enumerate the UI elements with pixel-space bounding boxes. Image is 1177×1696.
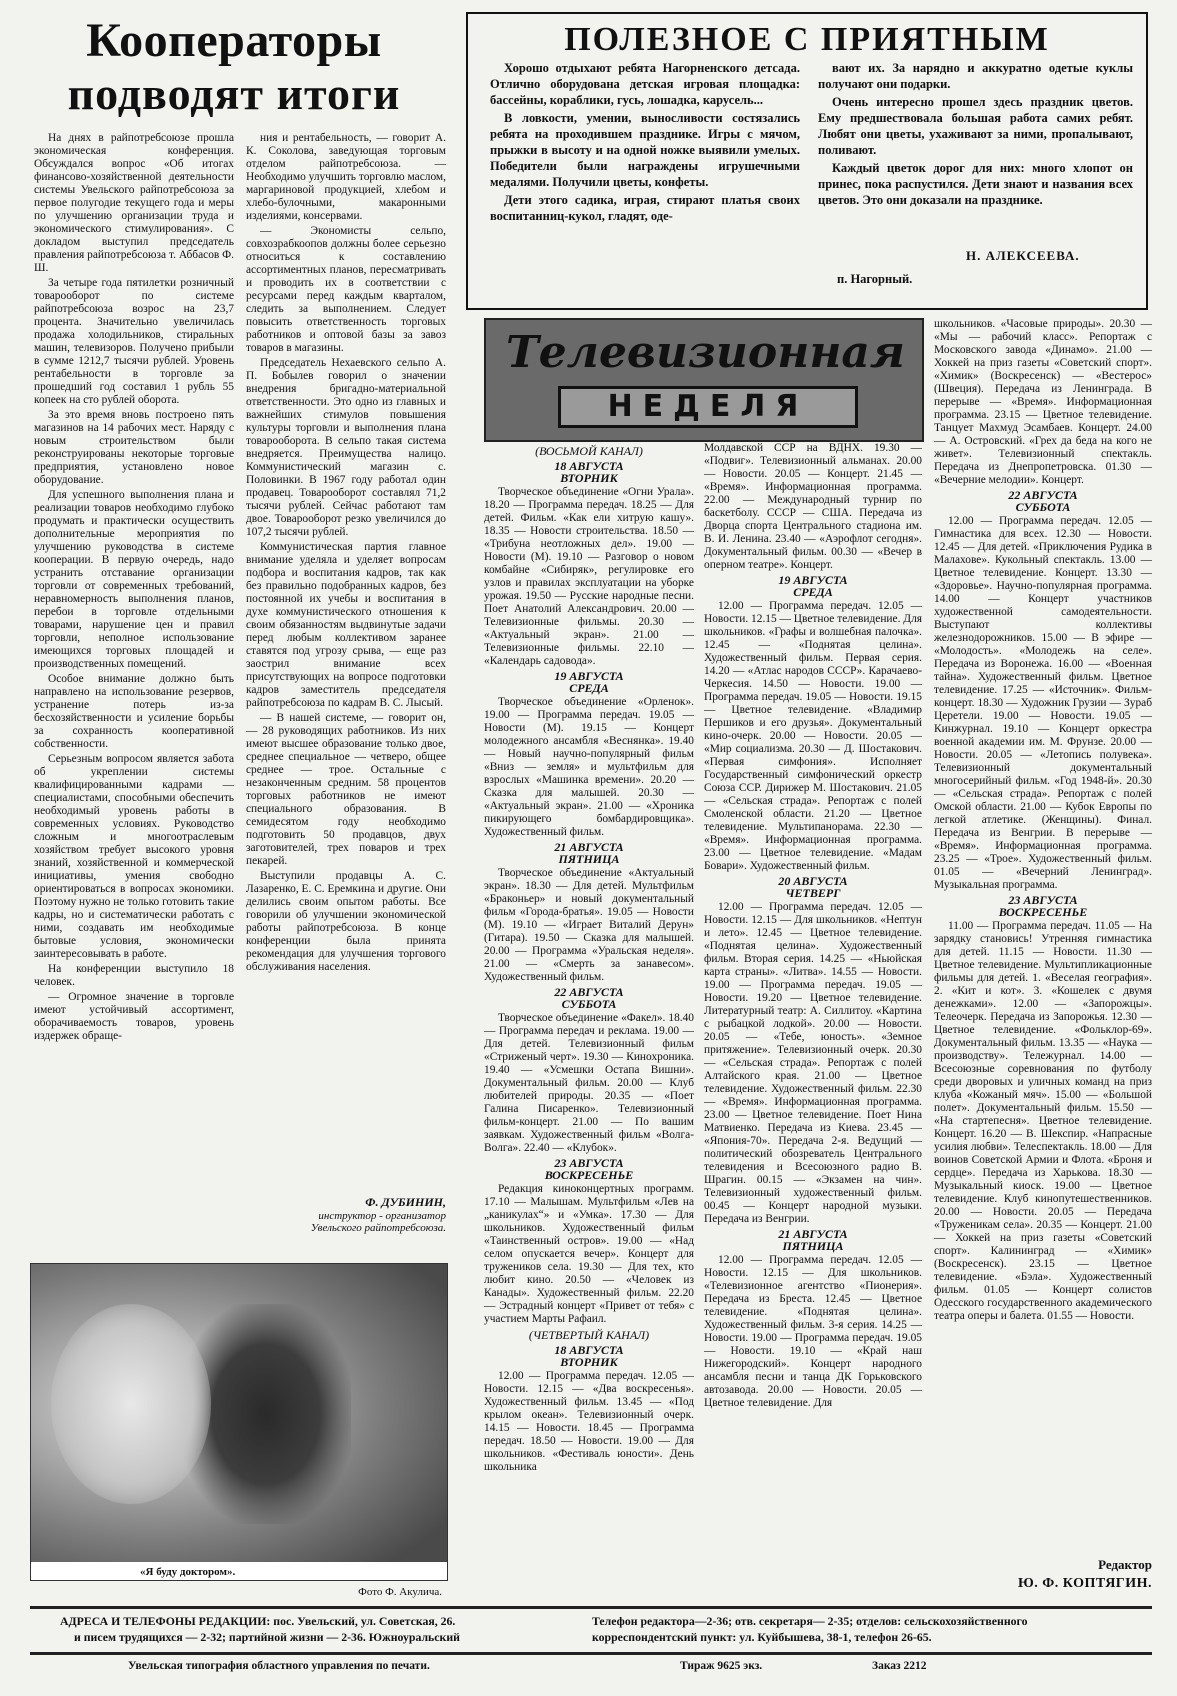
tv-logo-text: Телевизионная <box>506 327 905 378</box>
coop-signature <box>246 1194 446 1254</box>
useful-column-2 <box>818 60 1133 260</box>
photo-caption: «Я буду доктором». <box>140 1566 236 1578</box>
tv-day-weekday: СРЕДА <box>569 681 609 695</box>
paragraph: Дети этого садика, играя, стирают платья своих воспитанниц-кукол, гладят, оде- <box>490 193 800 223</box>
paragraph: На конференции выступило 18 человек. <box>34 963 234 988</box>
editor-name: Ю. Ф. КОПТЯГИН. <box>1018 1576 1152 1591</box>
child-photo <box>30 1263 448 1581</box>
tv-week-logo <box>484 318 924 442</box>
tv-schedule-text: 12.00 — Программа передач. 12.05 — Новости. 12.15 — Цветное телевидение. Для школьников. «Графы и волшебная палочка». 12.45 — «Поднятая целина». Художественный фильм. Первая серия. 14.20 — «Атлас народов СССР». Карачаево-Черкесия. 14.50 — Новости. 19.00 — Программа передач. 19.05 — Новости. 19.15 — Цветное телевидение. «Владимир Першиков и его друзья». Документальный кино-очерк. 20.00 — Новости. 20.05 — «Мир социализма. 20.30 — Д. Шостакович. «Первая симфония». Исполняет Государственный симфонический оркестр Союза ССР. Дирижер М. Шостакович. 21.05 — «Сельская страда». Репортаж с полей Смоленской области. 21.20 — Цветное телевидение. Мультипанорама. 22.30 — «Время». Информационная программа. 23.00 — Цветное телевидение. «Мадам Бовари». Художественный фильм. <box>704 600 922 872</box>
tv-day-date: 18 АВГУСТА <box>554 1343 624 1357</box>
paragraph: — В нашей системе, — говорит он, — 28 руководящих работников. Из них имеют высшее образование только двое, среднее специальное — четверо, общее среднее — трое. Остальные с незаконченным средним. 58 процентов торговых работников не имеют специального образования. В семидесятом году необходимо подготовить 50 продавцов, двух заготовителей, трех поваров и трех пекарей. <box>246 712 446 867</box>
footer-phones-1: Телефон редактора—2-36; отв. секретаря— 2-35; отделов: сельскохозяйственного <box>592 1614 1028 1628</box>
paragraph: В ловкости, умении, выносливости состязались ребята на проходившем празднике. Игры с мячом, прыжки в высоту и на одной ножке выявили умелых. Победители были награждены игрушечными медалями. Получили цветы, конфеты. <box>490 111 800 189</box>
tv-day-date: 19 АВГУСТА <box>778 573 848 587</box>
tv-schedule-text: Творческое объединение «Факел». 18.40 — Программа передач и реклама. 19.00 — Для детей. Телевизионный фильм «Стриженый черт». 19.30 — Кинохроника. 19.40 — «Усмешки Остапа Вишни». Документальный фильм. 20.00 — Клуб любителей природы. 20.35 — «Поет Галина Писаренко». Телевизионный фильм-концерт. 21.00 — По вашим заявкам. Художественный фильм «Волга-Волга». 22.40 — «Клубок». <box>484 1012 694 1154</box>
tv-column-1 <box>484 442 694 1617</box>
coop-author-role1: инструктор - организатор <box>318 1210 446 1222</box>
tv-column-3 <box>934 318 1152 1556</box>
tv-schedule-text: 12.00 — Программа передач. 12.05 — Гимнастика для всех. 12.30 — Новости. 12.45 — Для детей. «Приключения Рудика в Малахове». Кукольный спектакль. 13.00 — Цветное телевидение. Концерт. 13.30 — «Здоровье». Научно-популярная программа. 14.00 — Концерт участников художественной самодеятельности. Выступают коллективы железнодорожников. 15.00 — В эфире — «Молодость». «Молодежь на селе». Передача из Воронежа. 16.00 — «Военная тайна». Художественный фильм. Цветное телевидение. 17.25 — «Источник». Фильм-концерт. 18.30 — Художник Грузии — Зураб Церетели. 19.00 — Новости. 19.05 — Кинжурнал. 19.10 — Концерт оркестра военной академии им. М. Фрунзе. 20.00 — Новости. 20.05 — «Летопись полувека». Телевизионный документальный многосерийный фильм. «Год 1948-й». 20.30 — «Сельская страда». Репортаж с полей Омской области. 21.00 — Кубок Европы по легкой атлетике. (Женщины). Финал. Передача из Венгрии. В перерыве — «Время». Информационная программа. 23.25 — «Трое». Художественный фильм. 01.05 — «Вечерний Ленинград». Музыкальная программа. <box>934 515 1152 891</box>
coop-author: Ф. ДУБИНИН, <box>365 1195 446 1209</box>
tv-day-weekday: ПЯТНИЦА <box>782 1239 844 1253</box>
tv-day-weekday: ВТОРНИК <box>560 471 618 485</box>
tv-schedule-text: Творческое объединение «Огни Урала». 18.20 — Программа передач. 18.25 — Для детей. Фильм. «Как ели хитрую кашу». 18.35 — Новости строительства. 18.50 — «Трибуна неотложных дел». 19.00 — Новости (М). 19.10 — Разговор о новом комбайне «Сибиряк», регулировке его узлов и правилах эксплуатации на уборке урожая. 19.50 — Русские народные песни. Поет Анатолий Александрович. 20.00 — Телевизионные фильмы. 20.30 — «Актуальный экран». 21.00 — Телевизионные фильмы. 22.10 — «Календарь садовода». <box>484 486 694 667</box>
paragraph: Очень интересно прошел здесь праздник цветов. Ему предшествовала большая работа самих ребят. Любят они цветы, ухаживают за ними, пропалывают, поливают. <box>818 95 1133 157</box>
tv-day-date: 21 АВГУСТА <box>778 1227 848 1241</box>
coop-title-line1: Кооператоры <box>86 14 382 67</box>
tv-day-date: 22 АВГУСТА <box>1008 488 1078 502</box>
coop-column-1 <box>34 132 234 1432</box>
useful-place: п. Нагорный. <box>837 272 913 286</box>
tv-day-date: 19 АВГУСТА <box>554 669 624 683</box>
tv-schedule-text: школьников. «Часовые природы». 20.30 — «Мы — рабочий класс». Репортаж с Московского завода «Динамо». 21.00 — Хоккей на приз газеты «Советский спорт». «Химик» (Воскресенск) — «Вестерос» (Швеция). Передача из Ленинграда. В перерыве — «Время». Информационная программа. 23.15 — Цветное телевидение. Танцует Махмуд Эсамбаев. Концерт. 24.00 — А. Островский. «Грех да беда на кого не живет». Телевизионный спектакль. Передача из Днепропетровска. 01.30 — «Вечерние мелодии». Концерт. <box>934 318 1152 486</box>
photo-caption-row <box>30 1566 448 1602</box>
tv-day-weekday: ВОСКРЕСЕНЬЕ <box>998 905 1088 919</box>
tv-schedule-text: 12.00 — Программа передач. 12.05 — Новости. 12.15 — Для школьников. «Нептун и лето». 12.45 — Цветное телевидение. «Поднятая целина». Художественный фильм. Вторая серия. 14.25 — «Ньюйская карта страны». «Литва». 14.55 — Новости. 19.00 — Программа передач. 19.05 — Новости. 19.20 — Цветное телевидение. Литературный театр: А. Силлитоу. «Картина с рыбацкой лодкой». 20.00 — Новости. 20.05 — «Тебе, юность». «Земное притяжение». Телевизионный очерк. 20.30 — «Сельская страда». Репортаж с полей Алтайского края. 21.00 — Цветное телевидение. Художественный фильм. 22.30 — «Время». Информационная программа. 23.00 — Цветное телевидение. Поет Нина Матвиенко. Передача из Киева. 23.45 — «Япония-70». Передача 2-я. Ведущий — политический обозреватель Центрального телевидения и Всесоюзного радио В. Шрагин. 00.15 — «Экзамен на чин». Телевизионный художественный фильм. 00.45 — Концерт народной музыки. Передача из Венгрии. <box>704 901 922 1225</box>
footer-phones-2: корреспондентский пункт: ул. Куйбышева, 38-1, телефон 26-65. <box>592 1630 932 1644</box>
editor-label: Редактор <box>1098 1557 1152 1572</box>
footer-address-2: и писем трудящихся — 2-32; партийной жизни — 2-36. Южноуральский <box>74 1630 460 1644</box>
tv-schedule-text: Молдавской ССР на ВДНХ. 19.30 — «Подвиг». Телевизионный альманах. 20.00 — Новости. 20.05 — Концерт. 21.45 — «Время». Информационная программа. 22.00 — Международный турнир по баскетболу. СССР — США. Передача из Дворца спорта Центрального стадиона им. В. И. Ленина. 23.40 — «Аэрофлот сегодня». Документальный фильм. 00.30 — «Вечер в оперном театре». Концерт. <box>704 442 922 571</box>
tv-day-weekday: ВОСКРЕСЕНЬЕ <box>544 1168 634 1182</box>
tv-schedule-text: 11.00 — Программа передач. 11.05 — На зарядку становись! Утренняя гимнастика для детей. 11.15 — Новости. 11.30 — Цветное телевидение. Мультипликационные фильмы для детей. 1. «Веселая география». 2. «Кит и кот». 3. «Кошелек с двумя денежками». 12.00 — «Запорожцы». Телеочерк. Передача из Запорожья. 12.30 — Цветное телевидение. «Фольклор-69». Документальный фильм. 13.35 — «Наука — производству». Тележурнал. 14.00 — Всесоюзные соревнования по футболу среди дворовых и уличных команд на приз клуба «Кожаный мяч». 15.00 — «Большой полет». Документальный фильм. 15.50 — «На стартепесня». Цветное телевидение. Концерт. 16.20 — В. Шекспир. «Напрасные усилия любви». Телеспектакль. 18.00 — Для воинов Советской Армии и Флота. «Броня и сердце». Передача из Харькова. 18.30 — Музыкальный киоск. 19.00 — Цветное телевидение. Клуб кинопутешественников. 20.00 — Новости. 20.05 — Передача «Труженикам села». 20.35 — Концерт. 21.00 — Хоккей на приз газеты «Советский спорт». Калининград — «Химик» (Воскресенск). 23.15 — Цветное телевидение. «Бэла». Художественный фильм. 01.05 — Концерт солистов Одесского государственного академического театра оперы и балета. 01.55 — Новости. <box>934 920 1152 1322</box>
tv-day-date: 22 АВГУСТА <box>554 985 624 999</box>
footer-printer: Увельская типография областного управления по печати. <box>128 1660 430 1672</box>
paragraph: Особое внимание должно быть направлено на использование резервов, устранение потерь из-за бесхозяйственности и усиление борьбы за сохранность кооперативной собственности. <box>34 673 234 750</box>
tv-day-weekday: СРЕДА <box>793 585 833 599</box>
coop-author-role2: Увельского райпотребсоюза. <box>310 1222 446 1234</box>
footer-rule-bottom <box>30 1652 1152 1655</box>
paragraph: Выступили продавцы А. С. Лазаренко, Е. С. Еремкина и другие. Они делились своим опытом работы. Все говорили об улучшении экономической работы райпотребсоюза. В конце конференции была принята рекомендация для улучшения торгового обслуживания населения. <box>246 870 446 973</box>
footer-rule-top <box>30 1606 1152 1609</box>
tv-day-date: 21 АВГУСТА <box>554 840 624 854</box>
paragraph: — Огромное значение в торговле имеют устойчивый ассортимент, оборачиваемость товаров, уровень издержек обраще- <box>34 991 234 1042</box>
paragraph: За это время вновь построено пять магазинов на 14 рабочих мест. Наряду с новым строительством были реконструированы некоторые торговые предприятия, установлено новое оборудование. <box>34 409 234 486</box>
tv-day-weekday: ВТОРНИК <box>560 1355 618 1369</box>
paragraph: Хорошо отдыхают ребята Нагорненского детсада. Отлично оборудована детская игровая площадка: бассейны, кораблики, гусь, лошадка, карусель... <box>490 61 800 107</box>
paragraph: Серьезным вопросом является забота об укреплении системы квалифицированными кадрами — специалистами, способными обеспечить необходимый уровень работы в современных условиях. Руководство сложным и многоотраслевым хозяйством требует высокого уровня знаний, хозяйственной и коммерческой инициативы, умения свободно ориентироваться в вопросах экономики. Поэтому нужно не только готовить такие кадры, но и систематически работать с ними, создавать им необходимые бытовые условия, экономически заинтересовывать в работе. <box>34 753 234 960</box>
editor-block <box>934 1556 1152 1600</box>
useful-title: ПОЛЕЗНОЕ С ПРИЯТНЫМ <box>564 21 1050 58</box>
footer-address-1: АДРЕСА И ТЕЛЕФОНЫ РЕДАКЦИИ: пос. Увельский, ул. Советская, 26. <box>60 1614 456 1628</box>
tv-day-weekday: ПЯТНИЦА <box>558 852 620 866</box>
tv-schedule-text: Творческое объединение «Актуальный экран». 18.30 — Для детей. Мультфильм «Браконьер» и новый документальный фильм «Города-братья». 19.05 — Новости (М). 19.10 — «Играет Виталий Дерун» (Гитара). 19.50 — Сказка для малышей. 20.00 — Программа «Уральская неделя». 21.00 — «Смерть за занавесом». Художественный фильм. <box>484 867 694 983</box>
paragraph: За четыре года пятилетки розничный товарооборот по системе райпотребсоюза возрос на 23,7 процента. Значительно увеличилась продажа холодильников, стиральных машин, телевизоров. Получено прибыли в сумме 1212,7 тысячи рублей. Уровень рентабельности в торговле за прошедший год составил 1 рубль 55 копеек на сто рублей оборота. <box>34 277 234 406</box>
footer-print <box>30 1656 1152 1678</box>
paragraph: На днях в райпотребсоюзе прошла экономическая конференция. Обсуждался вопрос «Об итогах финансово-хозяйственной деятельности системы Увельского райпотребсоюза за первое полугодие текущего года и меры по улучшению организации труда и экономического стимулирования». С докладом выступил председатель правления райпотребсоюза т. Аббасов Ф. Ш. <box>34 132 234 274</box>
tv-schedule-text: 12.00 — Программа передач. 12.05 — Новости. 12.15 — Для школьников. «Телевизионное агентство «Пионерия». Передача из Бреста. 12.45 — Цветное телевидение. «Поднятая целина». Художественный фильм. 3-я серия. 14.25 — Новости. 19.00 — Программа передач. 19.05 — Новости. 19.10 — «Край наш Нижегородский». Концерт народного ансамбля песни и танца ДК Горьковского автозавода. 20.00 — Новости. 20.05 — Цветное телевидение. Для <box>704 1254 922 1409</box>
paragraph: Коммунистическая партия главное внимание уделяла и уделяет вопросам подбора и воспитания кадров, так как без правильно подобранных кадров, без постоянной их учебы и воспитания в духе коммунистического отношения к своим обязанностям выдвинутые задачи перед любым коллективом заранее ставятся под угрозу срыва, — еще раз заострил внимание всех присутствующих на вопросе подготовки кадров заместитель председателя райпотребсоюза по кадрам В. С. Лысый. <box>246 541 446 709</box>
coop-column-2 <box>246 132 446 1257</box>
paragraph: ния и рентабельность, — говорит А. К. Соколова, заведующая торговым отделом райпотребсоюза. — Необходимо улучшить торговлю маслом, маргариновой продукцией, хлебом и хлебо-булочными, макаронными изделиями, консервами. <box>246 132 446 222</box>
useful-column-1 <box>490 60 800 285</box>
photo-face-area <box>51 1304 211 1504</box>
paragraph: вают их. За нарядно и аккуратно одетые куклы получают они подарки. <box>818 61 1133 91</box>
paragraph: Председатель Нехаевского сельпо А. П. Бобылев говорил о значении внедрения бригадно-материальной ответственности. Это одно из главных и важнейших стимулов повышения культуры торговли и выполнения плана товарооборота. В сельпо такая система внедряется. Преимущества налицо. Коммунистический магазин с. Половинки. В 1967 году работал один продавец. Товарооборот составлял 71,2 тысячи рублей. Сейчас работают там двое. Товарооборот резко увеличился до 107,2 тысячи рублей. <box>246 357 446 538</box>
tv-schedule-text: Редакция киноконцертных программ. 17.10 — Малышам. Мультфильм «Лев на „каникулах“» и «Умка». 17.30 — Для школьников. Художественный фильм «Таинственный остров». 19.00 — «Над селом опускается вечер». Концерт для тружеников села. 19.30 — Для тех, кто любит кино. 20.50 — «Человек из Канады». Художественный фильм. 22.20 — Эстрадный концерт «Привет от тебя» с участием Марты Рафаил. <box>484 1183 694 1325</box>
tv-schedule-text: Творческое объединение «Орленок». 19.00 — Программа передач. 19.05 — Новости (М). 19.15 — Концерт молодежного ансамбля «Веснянка». 19.40 — Новый научно-популярный фильм «Вниз — земля» и мультфильм для взрослых «Машинка времени». 20.20 — Сказка для малышей. 20.30 — «Актуальный экран». 21.00 — «Хроника пикирующего бомбардировщика». Художественный фильм. <box>484 696 694 838</box>
paragraph: — Экономисты сельпо, совхозрабкоопов должны более серьезно относиться к составлению ассортиментных планов, пересматривать и проводить их в соответствии с ресурсами перед каждым кварталом, следить за выполнением. Следует повысить ответственность торговых работников и оптовой базы за завоз товаров в магазины. <box>246 225 446 354</box>
tv-logo-week: НЕДЕЛЯ <box>558 386 858 428</box>
tv-day-date: 23 АВГУСТА <box>554 1156 624 1170</box>
coop-headline <box>30 14 438 124</box>
tv-channel-label: (ВОСЬМОЙ КАНАЛ) <box>535 444 643 458</box>
footer-order: Заказ 2212 <box>872 1660 927 1672</box>
tv-day-weekday: ЧЕТВЕРГ <box>785 886 841 900</box>
tv-day-weekday: СУББОТА <box>561 997 617 1011</box>
tv-channel-label: (ЧЕТВЕРТЫЙ КАНАЛ) <box>528 1328 650 1342</box>
footer-circulation: Тираж 9625 экз. <box>680 1660 763 1672</box>
paragraph: Каждый цветок дорог для них: много хлопот он принес, пока распустился. Дети знают и названия всех цветов. Это они доказали на празднике. <box>818 161 1133 207</box>
paragraph: Для успешного выполнения плана и реализации товаров необходимо глубоко продумать и практически осуществить дополнительные мероприятия по улучшению руководства в системе кооперации. В первую очередь, надо устранить отставание организации торговли от современных требований, неравномерность выполнения планов, перебои в торговле отдельными товарами, нарушение цен и правил торговли, неполное использование имеющихся торговых площадей и производственных помещений. <box>34 489 234 670</box>
tv-day-date: 20 АВГУСТА <box>778 874 848 888</box>
tv-schedule-text: 12.00 — Программа передач. 12.05 — Новости. 12.15 — «Два воскресенья». Художественный фильм. 13.45 — «Под крылом океан». Телевизионный очерк. 14.15 — Новости. 18.45 — Программа передач. 18.50 — Новости. 19.00 — Для школьников. «Фестиваль юности». День школьника <box>484 1370 694 1473</box>
tv-day-date: 18 АВГУСТА <box>554 459 624 473</box>
coop-title-line2: подводят итоги <box>67 68 401 119</box>
tv-day-date: 23 АВГУСТА <box>1008 893 1078 907</box>
tv-day-weekday: СУББОТА <box>1015 500 1071 514</box>
tv-column-2 <box>704 442 922 1617</box>
footer-contacts <box>30 1611 1152 1651</box>
useful-author: Н. АЛЕКСЕЕВА. <box>966 248 1080 263</box>
photo-credit: Фото Ф. Акулича. <box>358 1586 442 1598</box>
